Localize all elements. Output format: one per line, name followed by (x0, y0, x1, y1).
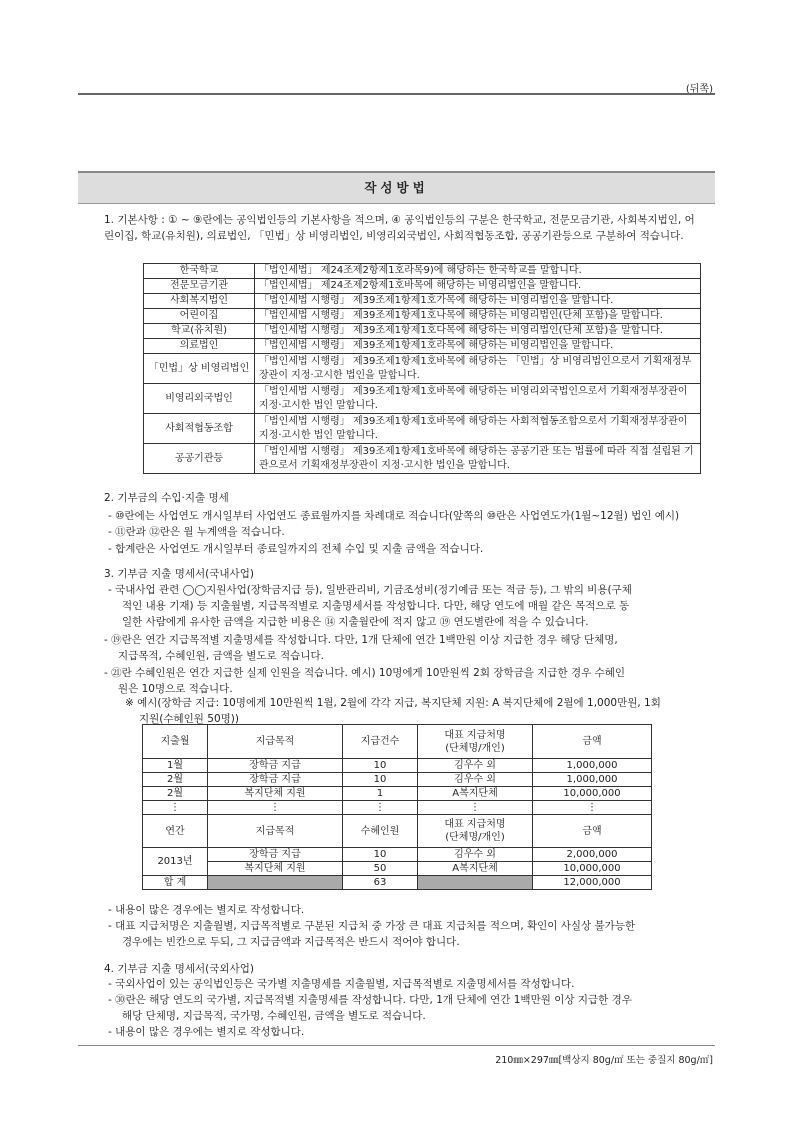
table-row (144, 294, 701, 309)
org-type-description: 「법인세법 시행령」 제39조제1항제1호바목에 해당하는 비영리외국법인으로서 기획재정부장관이 지정·고시한 법인 말합니다. (255, 384, 701, 414)
org-type-description: 「법인세법 시행령」 제39조제1항제1호라목에 해당하는 비영리법인을 말합니다. (255, 339, 701, 354)
section3-item-1 (108, 582, 702, 630)
cell-count: 10 (343, 773, 418, 787)
top-divider (78, 93, 715, 95)
cell-month: 2월 (143, 787, 208, 801)
cell-count: 50 (343, 862, 418, 876)
cell-count: 10 (343, 848, 418, 862)
page-side-label: (뒤쪽) (685, 84, 713, 95)
table-row (144, 354, 701, 384)
org-type-name: 공공기관등 (144, 444, 255, 474)
table-row (144, 444, 701, 474)
th2-payee (418, 815, 533, 848)
section4-heading: 4. 기부금 지출 명세서(국외사업) (104, 963, 254, 975)
org-type-name: 한국학교 (144, 264, 255, 279)
cell-purpose: 장학금 지급 (208, 759, 343, 773)
cell-amount: 2,000,000 (533, 848, 652, 862)
section3-example-line-1: ※ 예시(장학금 지급: 10명에게 10만원씩 1월, 2월에 각각 지급, 복지단체 지원: A 복지단체에 2월에 1,000만원, 1회 (125, 697, 661, 709)
ellipsis-cell: ⋮ (208, 801, 343, 815)
section3-item-3-line-1: - ㉑란 수혜인원은 연간 지급한 실제 인원을 적습니다. 예시) 10명에게 10만원씩 2회 장학금을 지급한 경우 수혜인 (104, 667, 626, 679)
bottom-divider (78, 1045, 715, 1046)
table-row (144, 279, 701, 294)
table-row (143, 848, 652, 862)
section3-after-2 (108, 918, 702, 950)
table-row (143, 862, 652, 876)
section3-after-2-line-1: - 대표 지급처명은 지출월별, 지급목적별로 구분된 지급처 중 가장 큰 대표 지급처를 적으며, 확인이 사실상 불가능한 (108, 920, 636, 932)
table-row (144, 414, 701, 444)
cell-month: 2월 (143, 773, 208, 787)
section3-item-2-line-1: - ⑲란은 연간 지급목적별 지출명세를 작성합니다. 다만, 1개 단체에 연간 1백만원 이상 지급한 경우 해당 단체명, (104, 634, 618, 646)
org-type-name: 사회적협동조합 (144, 414, 255, 444)
table-row (144, 339, 701, 354)
section4-item-2-line-1: - ㉚란은 해당 연도의 국가별, 지급목적별 지출명세를 작성합니다. 다만, 1개 단체에 연간 1백만원 이상 지급한 경우 (108, 994, 632, 1006)
table-row (144, 384, 701, 414)
th-payee-line-1: 대표 지급처명 (444, 729, 506, 741)
section4-item-2-line-2: 해당 단체명, 지급목적, 국가명, 수혜인원, 금액을 별도로 적습니다. (122, 1010, 426, 1022)
th2-amount: 금액 (533, 815, 652, 848)
org-type-name: 「민법」상 비영리법인 (144, 354, 255, 384)
section3-after-1: - 내용이 많은 경우에는 별지로 작성합니다. (108, 904, 305, 916)
cell-purpose: 복지단체 지원 (208, 862, 343, 876)
section3-item-3 (104, 665, 698, 697)
cell-amount: 1,000,000 (533, 759, 652, 773)
org-type-description: 「법인세법 시행령」 제39조제1항제1호바목에 해당하는 「민법」상 비영리법인으로서 기획재정부장관이 지정·고시한 법인을 말합니다. (255, 354, 701, 384)
th-payee-line-2: (단체명/개인) (445, 742, 505, 754)
org-type-table (143, 263, 701, 474)
table-row (144, 309, 701, 324)
org-type-name: 전문모금기관 (144, 279, 255, 294)
th-month: 지출월 (143, 725, 208, 759)
section2-item-3: - 합계란은 사업연도 개시일부터 종료일까지의 전체 수입 및 지출 금액을 적습니다. (108, 543, 484, 555)
section3-item-1-line-2: 적인 내용 기재) 등 지출월별, 지급목적별로 지출명세서를 작성합니다. 다만, 해당 연도에 매월 같은 목적으로 동 (122, 600, 630, 612)
table-row (144, 264, 701, 279)
section2-heading: 2. 기부금의 수입·지출 명세 (104, 492, 229, 504)
cell-amount: 10,000,000 (533, 862, 652, 876)
org-type-description: 「법인세법 시행령」 제39조제1항제1호바목에 해당하는 사회적협동조합으로서 기획재정부장관이 지정·고시한 법인 말합니다. (255, 414, 701, 444)
org-type-name: 학교(유치원) (144, 324, 255, 339)
ellipsis-cell: ⋮ (143, 801, 208, 815)
section4-item-1: - 국외사업이 있는 공익법인등은 국가별 지출명세를 지출월별, 지급목적별로 지출명세서를 작성합니다. (108, 978, 575, 990)
th-amount: 금액 (533, 725, 652, 759)
th2-purpose: 지급목적 (208, 815, 343, 848)
ellipsis-cell: ⋮ (343, 801, 418, 815)
section1-text: 1. 기본사항 : ① ~ ⑨란에는 공익법인등의 기본사항을 적으며, ④ 공익법인등의 구분은 한국학교, 전문모금기관, 사회복지법인, 어린이집, 학교(유치원), 의료법인, 「민법」상 비영리법인, 비영리외국법인, 사회적협동조합, 공공기관등으로 구분하여 적습니다. (104, 214, 695, 242)
org-type-name: 비영리외국법인 (144, 384, 255, 414)
total-count: 63 (343, 876, 418, 890)
example-expense-table (142, 724, 652, 890)
cell-amount: 1,000,000 (533, 773, 652, 787)
table-row (143, 759, 652, 773)
th-payee (418, 725, 533, 759)
table-row (143, 787, 652, 801)
paper-spec: 210㎜×297㎜[백상지 80g/㎡ 또는 중질지 80g/㎡] (495, 1055, 713, 1066)
section3-heading: 3. 기부금 지출 명세서(국내사업) (104, 568, 254, 580)
cell-payee: A복지단체 (418, 862, 533, 876)
org-type-description: 「법인세법 시행령」 제39조제1항제1호다목에 해당하는 비영리법인(단체 포함)을 말합니다. (255, 324, 701, 339)
section3-item-2 (104, 632, 698, 664)
th-count: 지급건수 (343, 725, 418, 759)
cell-amount: 10,000,000 (533, 787, 652, 801)
section3-example-line-2: 지원(수혜인원 50명)) (139, 713, 239, 725)
cell-purpose: 복지단체 지원 (208, 787, 343, 801)
cell-payee: 김우수 외 (418, 848, 533, 862)
cell-count: 1 (343, 787, 418, 801)
section2-item-2: - ⑪란과 ⑫란은 월 누계액을 적습니다. (108, 526, 285, 538)
table-row (143, 773, 652, 787)
cell-payee: A복지단체 (418, 787, 533, 801)
cell-payee: 김우수 외 (418, 759, 533, 773)
section2-item-1: - ⑩란에는 사업연도 개시일부터 사업연도 종료월까지를 차례대로 적습니다(앞쪽의 ⑩란은 사업연도가(1월~12월) 법인 예시) (108, 510, 680, 522)
org-type-description: 「법인세법」 제24조제2항제1호라목9)에 해당하는 한국학교를 말합니다. (255, 264, 701, 279)
grey-cell (418, 876, 533, 890)
section4-item-2 (108, 992, 702, 1024)
cell-payee: 김우수 외 (418, 773, 533, 787)
th2-annual: 연간 (143, 815, 208, 848)
th2-payee-line-1: 대표 지급처명 (444, 819, 506, 830)
section3-item-1-line-1: - 국내사업 관련 ◯◯지원사업(장학금지급 등), 일반관리비, 기금조성비(정기예금 또는 적금 등), 그 밖의 비용(구체 (108, 584, 632, 596)
org-type-description: 「법인세법 시행령」 제39조제1항제1호나목에 해당하는 비영리법인(단체 포함)을 말합니다. (255, 309, 701, 324)
ellipsis-cell: ⋮ (533, 801, 652, 815)
table-row (144, 324, 701, 339)
org-type-name: 의료법인 (144, 339, 255, 354)
section3-item-2-line-2: 지급목적, 수혜인원, 금액을 별도로 적습니다. (118, 650, 324, 662)
instructions-title: 작성방법 (78, 171, 715, 204)
section3-after-2-line-2: 경우에는 빈칸으로 두되, 그 지급금액과 지급목적은 반드시 적어야 합니다. (122, 936, 460, 948)
ellipsis-cell: ⋮ (418, 801, 533, 815)
org-type-name: 어린이집 (144, 309, 255, 324)
cell-year: 2013년 (143, 848, 208, 876)
section4-item-3: - 내용이 많은 경우에는 별지로 작성합니다. (108, 1026, 305, 1038)
org-type-description: 「법인세법 시행령」 제39조제1항제1호바목에 해당하는 공공기관 또는 법률에 따라 직접 설립된 기관으로서 기획재정부장관이 지정·고시한 법인을 말합니다. (255, 444, 701, 474)
total-row (143, 876, 652, 890)
cell-purpose: 장학금 지급 (208, 773, 343, 787)
th-purpose: 지급목적 (208, 725, 343, 759)
ellipsis-row (143, 801, 652, 815)
th2-beneficiaries: 수혜인원 (343, 815, 418, 848)
org-type-description: 「법인세법」 제24조제2항제1호바목에 해당하는 비영리법인을 말합니다. (255, 279, 701, 294)
cell-purpose: 장학금 지급 (208, 848, 343, 862)
cell-month: 1월 (143, 759, 208, 773)
org-type-name: 사회복지법인 (144, 294, 255, 309)
section3-item-1-line-3: 일한 사람에게 유사한 금액을 지급한 비용은 ⑭ 지출월란에 적지 않고 ⑲ 연도별란에 적을 수 있습니다. (122, 616, 589, 628)
total-label: 합 계 (143, 876, 208, 890)
section3-example (125, 695, 705, 727)
th2-payee-line-2: (단체명/개인) (445, 832, 505, 843)
grey-cell (208, 876, 343, 890)
section3-item-3-line-2: 원은 10명으로 적습니다. (118, 683, 233, 695)
total-amount: 12,000,000 (533, 876, 652, 890)
cell-count: 10 (343, 759, 418, 773)
org-type-description: 「법인세법 시행령」 제39조제1항제1호가목에 해당하는 비영리법인을 말합니다. (255, 294, 701, 309)
